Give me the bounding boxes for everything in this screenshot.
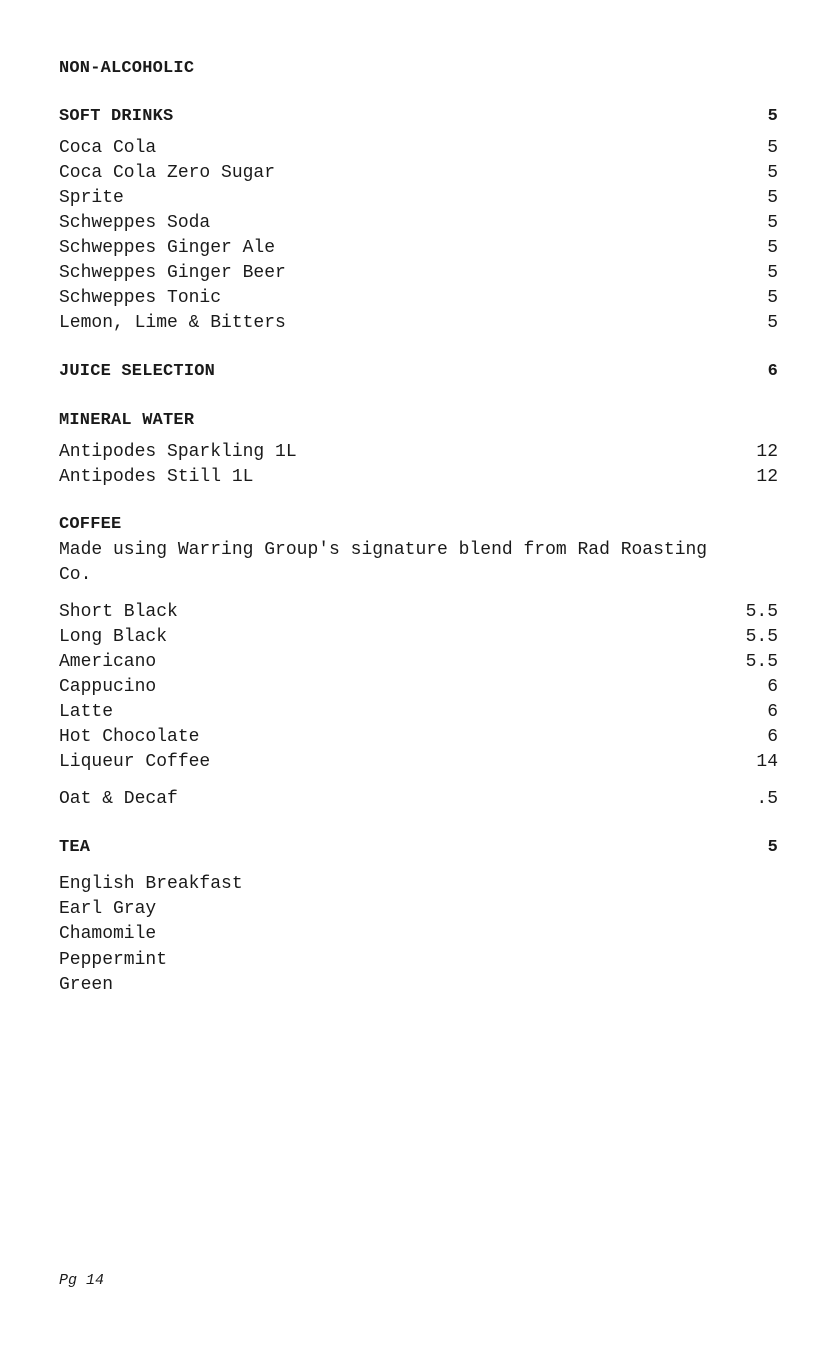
page-number: Pg 14 [59, 1272, 105, 1289]
tea-heading: TEA 5 [59, 838, 778, 857]
menu-item: Latte 6 [59, 702, 778, 722]
coffee-description: Made using Warring Group's signature blend from Rad Roasting Co. [59, 540, 708, 585]
menu-item: Schweppes Ginger Beer 5 [59, 263, 778, 283]
menu-item: Antipodes Sparkling 1L 12 [59, 442, 778, 462]
coffee-heading: COFFEE [59, 515, 122, 534]
menu-item: Coca Cola 5 [59, 138, 778, 158]
menu-item: Green [59, 975, 114, 995]
menu-item: Schweppes Tonic 5 [59, 288, 778, 308]
menu-item: Schweppes Ginger Ale 5 [59, 238, 778, 258]
menu-item: English Breakfast [59, 874, 243, 894]
menu-item: Coca Cola Zero Sugar 5 [59, 163, 778, 183]
soft-drinks-heading: SOFT DRINKS 5 [59, 107, 778, 126]
menu-page [59, 0, 779, 1347]
menu-item: Peppermint [59, 950, 168, 970]
page-title: NON-ALCOHOLIC [59, 59, 195, 78]
menu-item: Long Black 5.5 [59, 627, 778, 647]
menu-item: Short Black 5.5 [59, 602, 778, 622]
juice-heading: JUICE SELECTION 6 [59, 362, 778, 381]
menu-item: Chamomile [59, 924, 157, 944]
menu-item: Hot Chocolate 6 [59, 727, 778, 747]
menu-item: Schweppes Soda 5 [59, 213, 778, 233]
menu-item: Antipodes Still 1L 12 [59, 467, 778, 487]
coffee-extra: Oat & Decaf .5 [59, 789, 778, 809]
menu-item: Earl Gray [59, 899, 157, 919]
menu-item: Lemon, Lime & Bitters 5 [59, 313, 778, 333]
menu-item: Americano 5.5 [59, 652, 778, 672]
menu-item: Cappucino 6 [59, 677, 778, 697]
menu-item: Liqueur Coffee 14 [59, 752, 778, 772]
mineral-water-heading: MINERAL WATER [59, 411, 195, 430]
menu-item: Sprite 5 [59, 188, 778, 208]
